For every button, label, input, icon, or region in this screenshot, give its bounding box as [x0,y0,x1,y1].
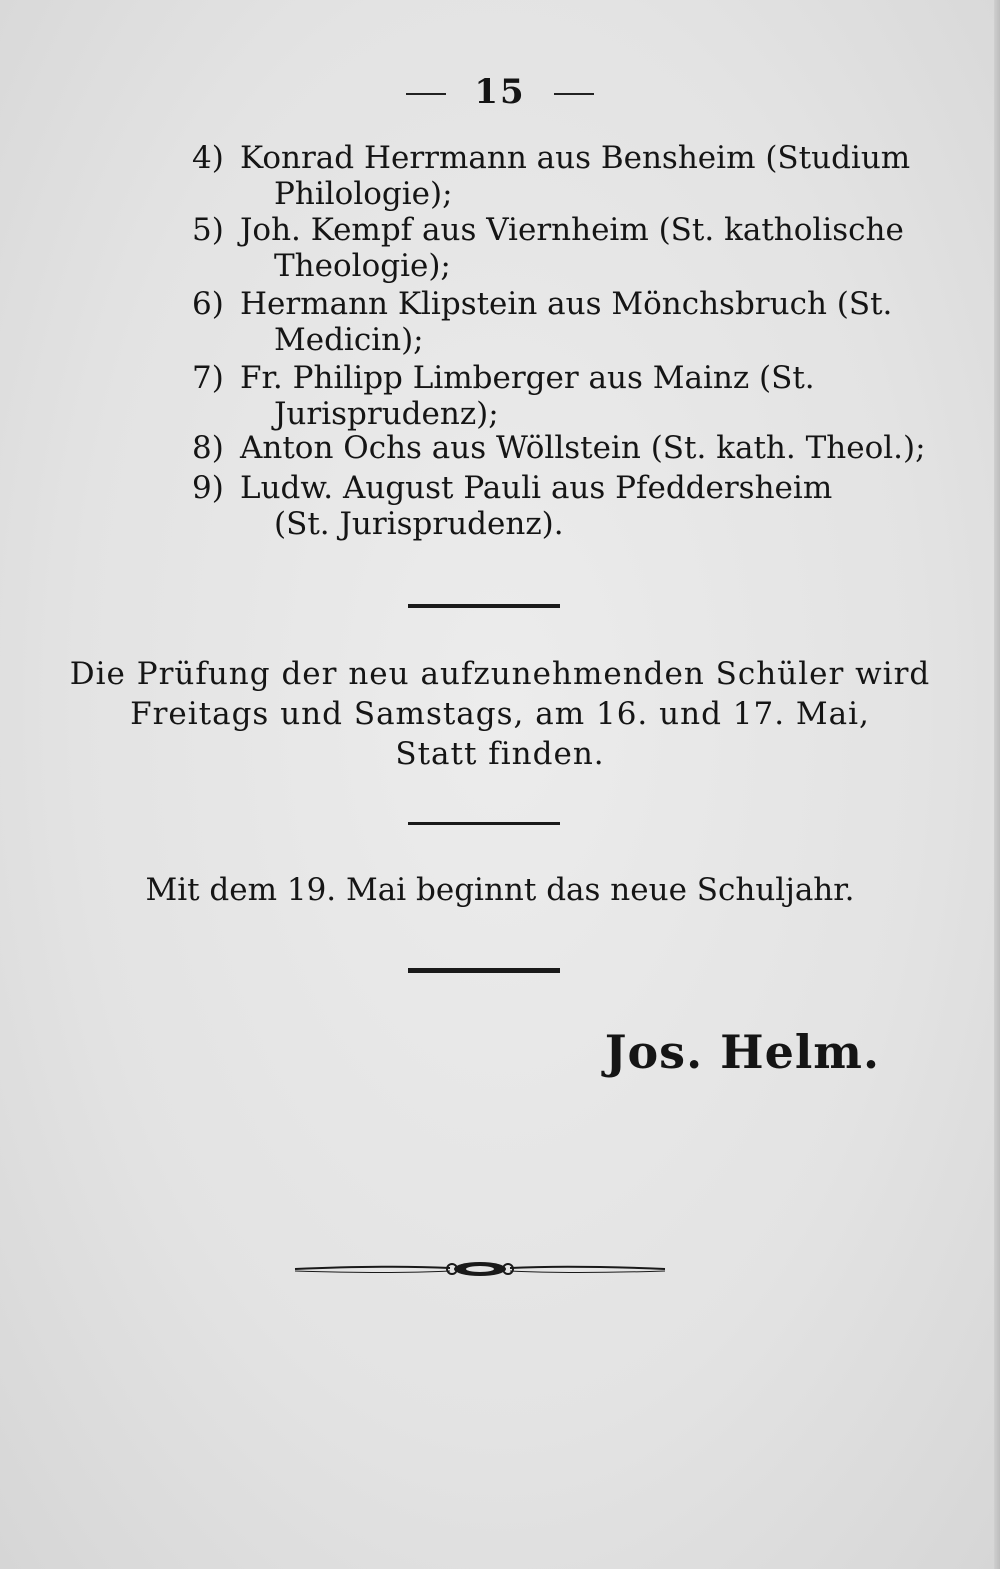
list-item-line-2: Philologie); [274,176,453,212]
list-item-line-1: Hermann Klipstein aus Mönchsbruch (St. [240,286,893,322]
ornament-divider-icon [290,1252,670,1286]
list-item-number: 6) [192,286,224,322]
list-item-number: 8) [192,430,224,466]
exam-notice-line-2: Freitags und Samstags, am 16. und 17. Mai, [130,696,870,732]
list-item-line-1: Konrad Herrmann aus Bensheim (Studium [240,140,911,176]
list-item [192,470,892,542]
section-divider [408,822,560,825]
student-list [192,140,926,542]
list-item-line-1: Ludw. August Pauli aus Pfeddersheim [240,470,833,506]
list-item-line-2: (St. Jurisprudenz). [274,506,564,542]
page-number-dash-left [406,93,446,95]
list-item [192,360,892,430]
list-item-number: 4) [192,140,224,176]
page-number: 15 [474,72,526,112]
list-item-line-1: Anton Ochs aus Wöllstein (St. kath. Theol.); [240,430,926,466]
list-item-line-2: Medicin); [274,322,424,358]
list-item-number: 5) [192,212,224,248]
list-item-number: 7) [192,360,224,396]
signature: Jos. Helm. [604,1025,880,1079]
page-number-header [0,72,1000,112]
exam-notice-line-3: Statt finden. [395,736,605,772]
exam-notice [60,654,940,774]
exam-notice-line-1: Die Prüfung der neu aufzunehmenden Schüler wird [69,656,931,692]
list-item-line-1: Joh. Kempf aus Viernheim (St. katholische [240,212,904,248]
list-item [192,140,911,212]
list-item [192,430,926,470]
list-item [192,212,904,286]
section-divider [408,604,560,608]
section-divider [408,968,560,973]
list-item-line-2: Theologie); [274,248,451,284]
list-item-line-1: Fr. Philipp Limberger aus Mainz (St. [240,360,815,396]
page-edge-shadow [994,0,1000,1569]
list-item-number: 9) [192,470,224,506]
school-year-notice: Mit dem 19. Mai beginnt das neue Schuljahr. [145,872,855,908]
page-number-dash-right [554,93,594,95]
list-item [192,286,892,360]
list-item-line-2: Jurisprudenz); [274,396,499,432]
